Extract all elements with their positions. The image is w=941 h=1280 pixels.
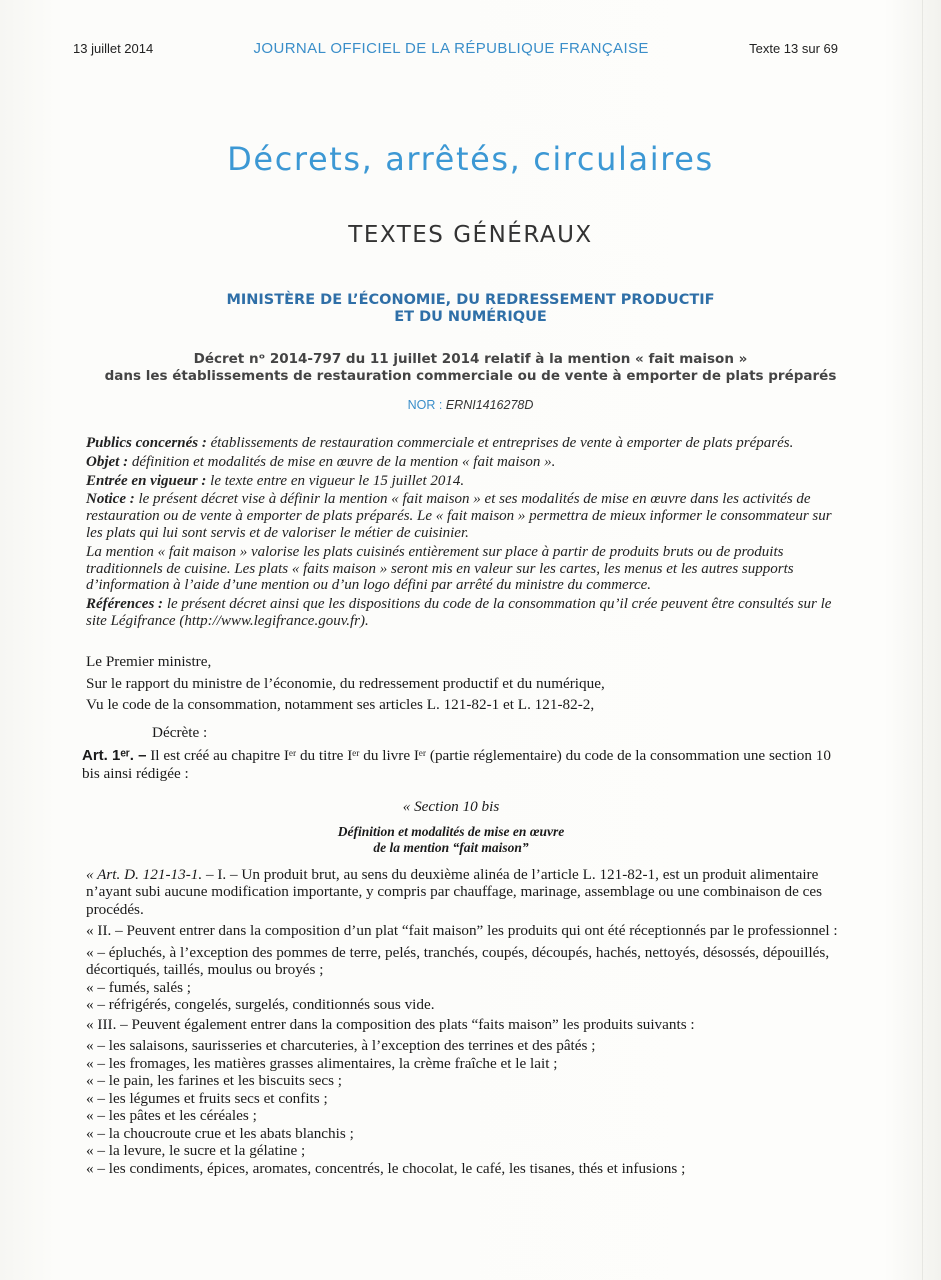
list-item: « – les salaisons, saurisseries et charcuteries, à l’exception des terrines et des pâtés ; xyxy=(86,1037,596,1054)
article-d-121-13-1 xyxy=(64,866,838,919)
article-d-text: – I. – Un produit brut, au sens du deuxième alinéa de l’article L. 121-82-1, est un produit alimentaire n’ayant subi aucune modification importante, y compris par chauffage, marinage, assemblage ou une combinaison de ces procédés. xyxy=(86,865,823,918)
list-item: « – la choucroute crue et les abats blanchis ; xyxy=(86,1124,354,1142)
references-text: le présent décret ainsi que les dispositions du code de la consommation qu’il crée peuvent être consultés sur le site Légifrance (http://www.legifrance.gouv.fr). xyxy=(86,596,832,629)
section-subtitle-line-1: Définition et modalités de mise en œuvre xyxy=(337,823,565,839)
page-reference: Texte 13 sur 69 xyxy=(749,41,838,56)
article-1-text: Il est créé au chapitre Iᵉʳ du titre Iᵉʳ du livre Iᵉʳ (partie réglementaire) du code de la consommation une section 10 bis ainsi rédigée : xyxy=(82,747,831,782)
article-1 xyxy=(60,747,838,782)
entree-label: Entrée en vigueur : xyxy=(86,472,207,489)
sur-rapport: Sur le rapport du ministre de l’économie, du redressement productif et du numérique, xyxy=(86,674,605,692)
decree-title xyxy=(60,351,881,385)
vu-code: Vu le code de la consommation, notamment ses articles L. 121-82-1 et L. 121-82-2, xyxy=(86,696,595,713)
objet-label: Objet : xyxy=(86,453,129,470)
publics-text: établissements de restauration commerciale et entreprises de vente à emporter de plats préparés. xyxy=(210,435,794,451)
ministry-heading xyxy=(120,292,821,326)
decree-body xyxy=(64,653,838,1177)
journal-title: JOURNAL OFFICIEL DE LA RÉPUBLIQUE FRANÇAISE xyxy=(253,40,649,57)
list-ii xyxy=(64,944,838,1014)
ministry-line-2: ET DU NUMÉRIQUE xyxy=(394,309,547,325)
list-item: « – fumés, salés ; xyxy=(86,978,192,996)
entree-text: le texte entre en vigueur le 15 juillet 2014. xyxy=(210,472,465,489)
ministry-line-1: MINISTÈRE DE L’ÉCONOMIE, DU REDRESSEMENT PRODUCTIF xyxy=(226,292,715,308)
nor-label: NOR : xyxy=(407,398,443,412)
notice-text: le présent décret vise à définir la mention « fait maison » et ses modalités de mise en œuvre dans les activités de restauration ou de vente à emporter de plats préparés. Le « fait maison » permettra de mieux informer le consommateur sur les plats qui lui sont servis et de valoriser le métier de cuisinier. xyxy=(86,491,832,541)
section-10-bis-subtitle xyxy=(64,824,838,856)
list-item: « – épluchés, à l’exception des pommes de terre, pelés, tranchés, coupés, découpés, hachés, nettoyés, désossés, dépouillés, décortiqués, taillés, moulus ou broyés ; xyxy=(86,943,830,978)
list-item: « – le pain, les farines et les biscuits secs ; xyxy=(86,1072,343,1089)
header-date: 13 juillet 2014 xyxy=(73,41,154,56)
decree-title-line-2: dans les établissements de restauration commerciale ou de vente à emporter de plats préparés xyxy=(104,368,837,384)
scan-edge xyxy=(922,0,923,1280)
nor-value: ERNI1416278D xyxy=(445,398,534,412)
list-item: « – les pâtes et les céréales ; xyxy=(86,1107,257,1124)
decree-summary xyxy=(86,435,838,632)
sub-heading: TEXTES GÉNÉRAUX xyxy=(348,222,593,248)
list-iii xyxy=(64,1037,838,1177)
premier-ministre: Le Premier ministre, xyxy=(86,653,212,670)
article-1-label: Art. 1ᵉʳ. – xyxy=(82,747,147,764)
section-10-bis-title: « Section 10 bis xyxy=(402,798,500,815)
list-item: « – les fromages, les matières grasses alimentaires, la crème fraîche et le lait ; xyxy=(86,1054,558,1072)
summary-references xyxy=(86,596,838,630)
summary-entree xyxy=(86,473,838,490)
paragraph-ii: « II. – Peuvent entrer dans la composition d’un plat “fait maison” les produits qui ont été réceptionnés par le professionnel : xyxy=(86,922,838,939)
list-item: « – la levure, le sucre et la gélatine ; xyxy=(86,1142,306,1159)
paragraph-iii: « III. – Peuvent également entrer dans la composition des plats “faits maison” les produits suivants : xyxy=(86,1015,695,1033)
section-subtitle-line-2: de la mention “fait maison” xyxy=(373,839,529,855)
publics-label: Publics concernés : xyxy=(86,435,207,451)
list-item: « – les légumes et fruits secs et confits ; xyxy=(86,1089,328,1107)
list-item: « – réfrigérés, congelés, surgelés, conditionnés sous vide. xyxy=(86,996,435,1013)
running-header xyxy=(73,40,838,57)
section-heading: Décrets, arrêtés, circulaires xyxy=(227,140,714,178)
summary-notice xyxy=(86,491,838,541)
objet-text: définition et modalités de mise en œuvre de la mention « fait maison ». xyxy=(131,453,556,470)
summary-objet xyxy=(86,454,838,471)
summary-publics xyxy=(86,435,838,452)
summary-notice-para2: La mention « fait maison » valorise les plats cuisinés entièrement sur place à partir de produits bruts ou de produits traditionnels de cuisine. Les plats « faits maison » seront mis en valeur sur les cartes, les menus et les autres supports d’information à l’aide d’une mention ou d’un logo défini par arrêté du ministre du commerce. xyxy=(86,543,794,594)
decree-title-line-1: Décret nᵒ 2014-797 du 11 juillet 2014 relatif à la mention « fait maison » xyxy=(193,351,748,367)
references-label: Références : xyxy=(86,596,164,613)
nor-reference xyxy=(0,398,941,412)
article-d-label: « Art. D. 121-13-1. xyxy=(86,865,203,883)
notice-label: Notice : xyxy=(86,491,135,508)
decrete: Décrète : xyxy=(152,723,208,741)
list-item: « – les condiments, épices, aromates, concentrés, le chocolat, le café, les tisanes, thés et infusions ; xyxy=(86,1159,686,1177)
